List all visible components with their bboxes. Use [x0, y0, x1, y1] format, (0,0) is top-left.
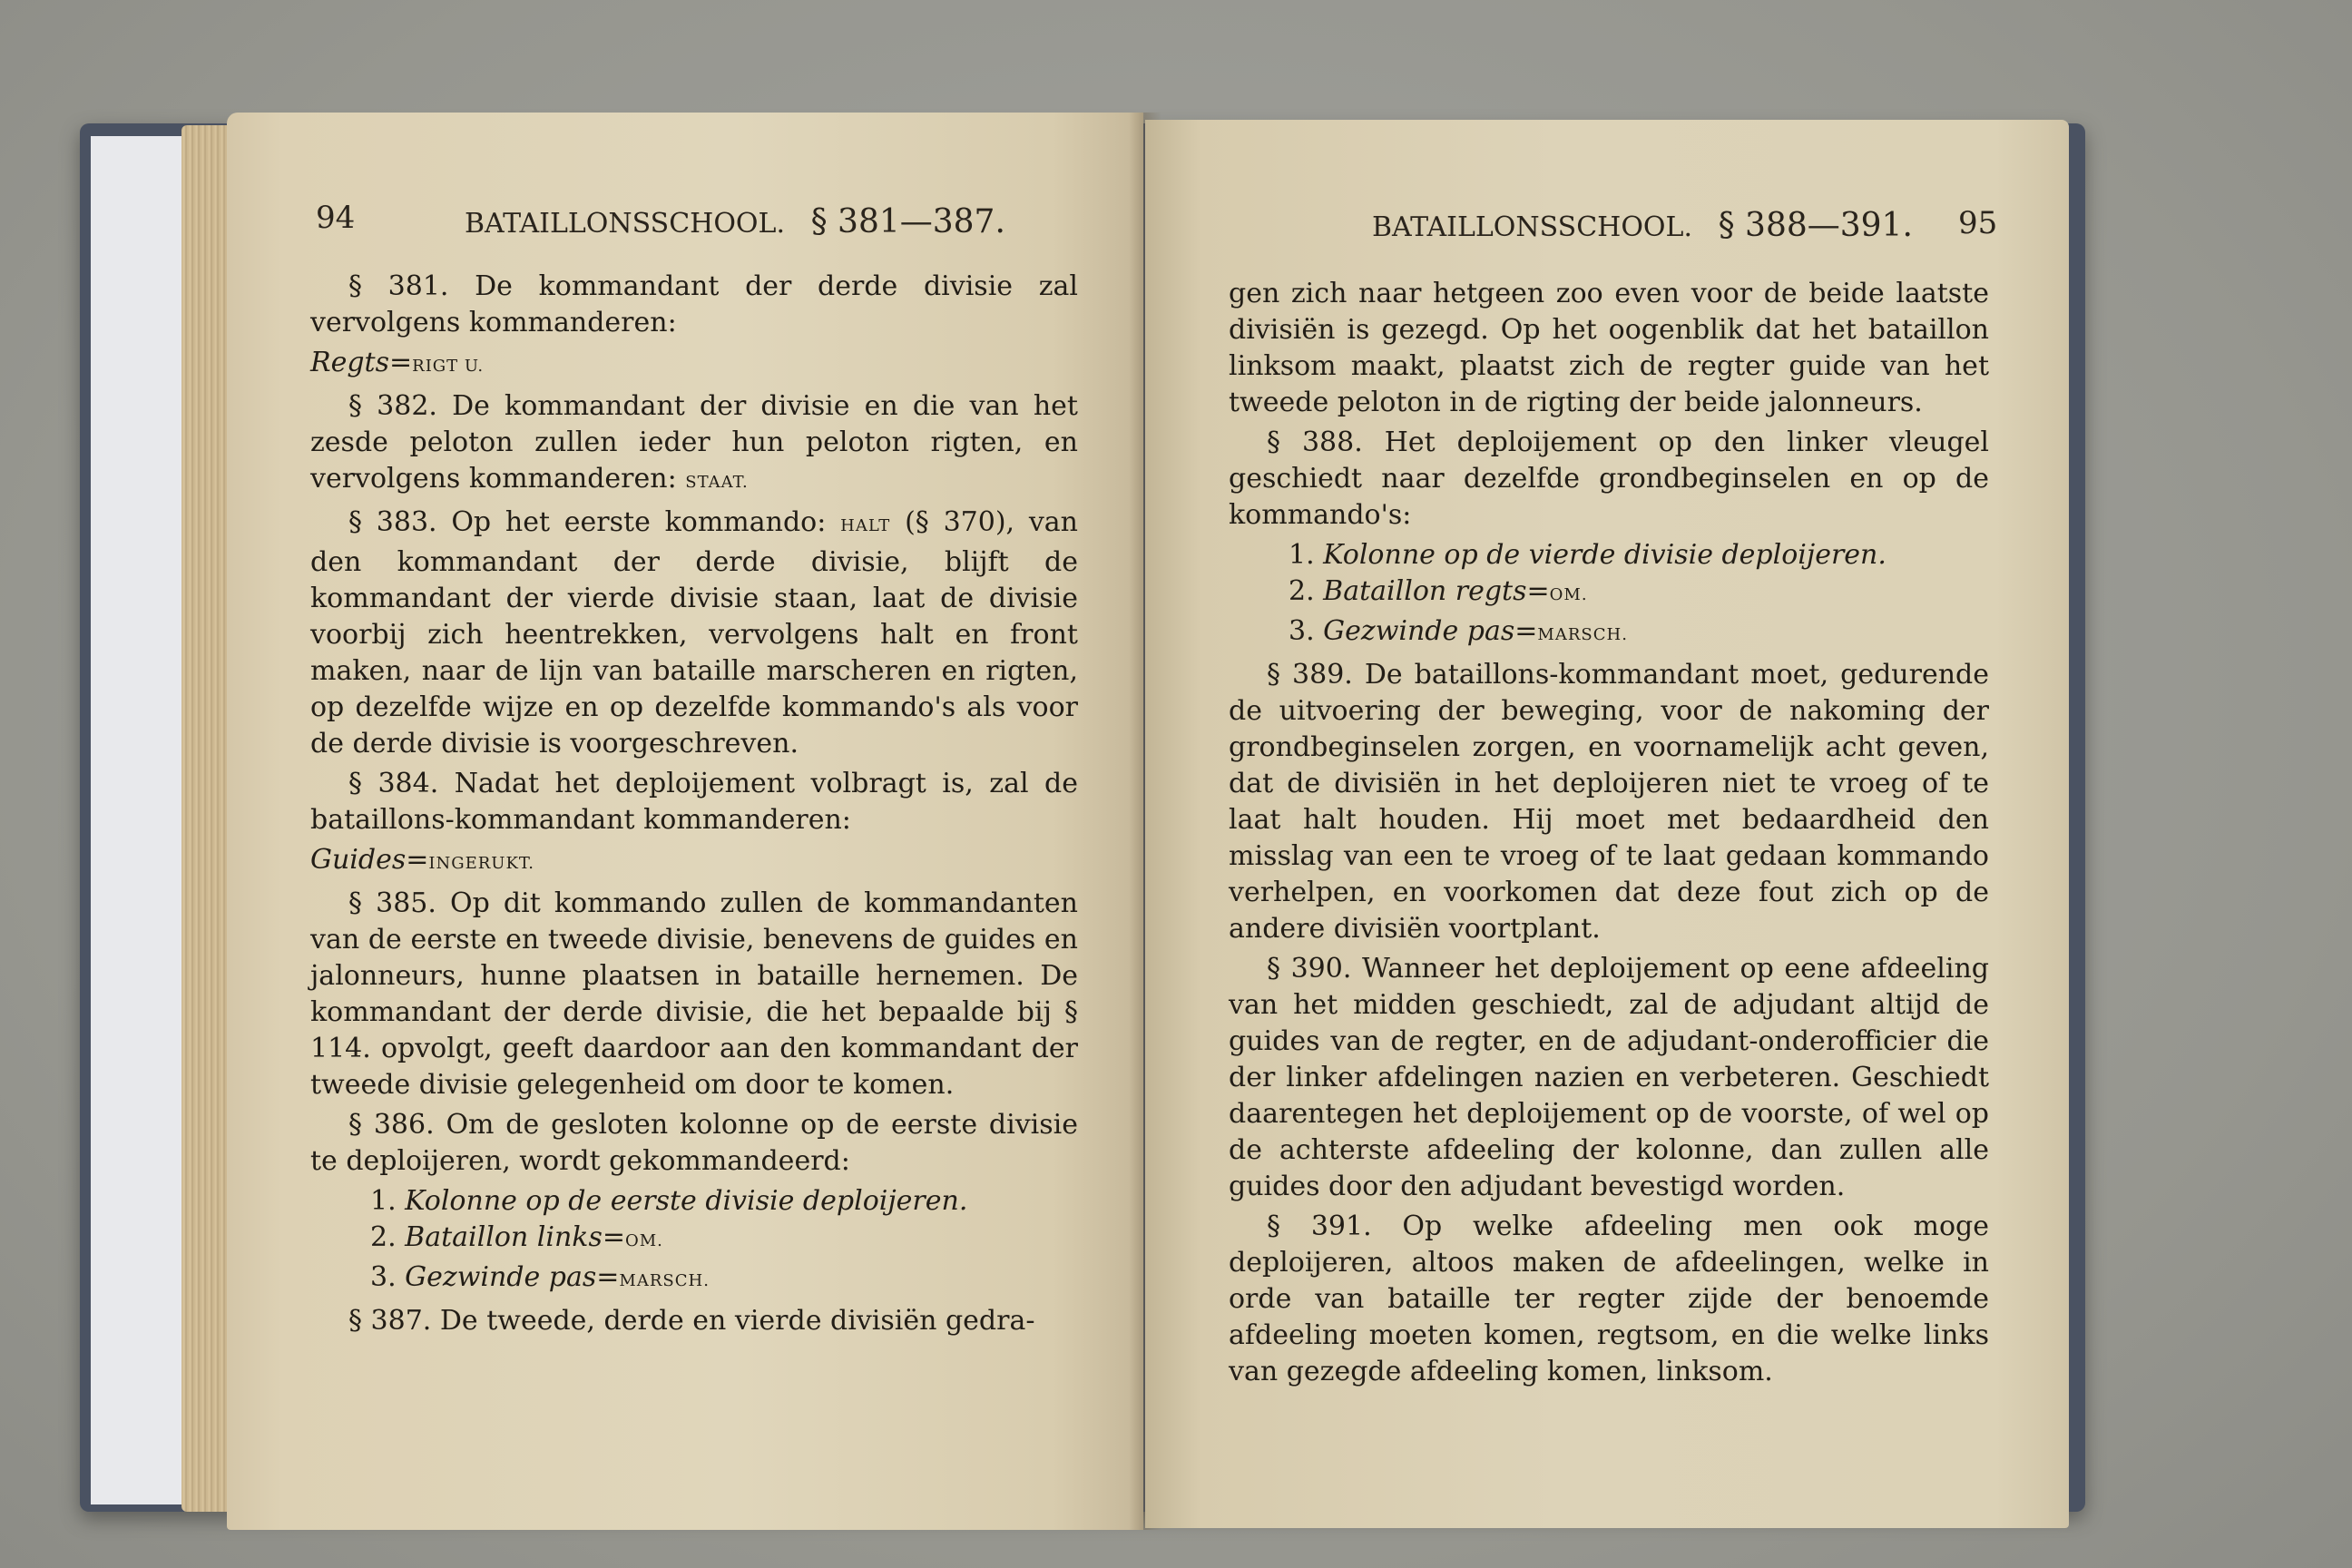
page-number-right: 95 [1958, 205, 1998, 241]
left-text-column [310, 269, 1078, 1343]
paragraph-383: § 383. Op het eerste kommando: HALT (§ 370), van den kommandant der derde divisie, blijft de kommandant der vierde divisie staan, laat de divisie voorbij zich heentrekken, vervolgens halt en front maken, naar de lijn van bataille marscheren en rigten, op dezelfde wijze en op dezelfde kommando's als voor de derde divisie is voorgeschreven. [310, 506, 1078, 760]
paragraph-389: § 389. De bataillons-kommandant moet, gedurende de uitvoering der beweging, voor de nakoming der grondbeginselen zorgen, en voornamelijk acht geven, dat de divisiën in het deploijeren niet te vroeg of te laat halt houden. Hij moet met bedaardheid den misslag van een te vroeg of te laat gedaan kommando verhelpen, en voorkomen dat deze fout zich op de andere divisiën voortplant. [1229, 659, 1989, 945]
endpaper [91, 136, 192, 1504]
command-381: Regts=RIGT U. [310, 347, 485, 378]
paragraph-387-cont: gen zich naar hetgeen zoo even voor de beide laatste divisiën is gezegd. Op het oogenblik dat het bataillon linksom maakt, plaatst zich de regter guide van het tweede peloton in de rigting der beide jalonneurs. [1229, 278, 1989, 418]
paragraph-385: § 385. Op dit kommando zullen de kommandanten van de eerste en tweede divisie, benevens de guides en jalonneurs, hunne plaatsen in bataille hernemen. De kommandant der derde divisie, die het bepaalde bij § 114. opvolgt, geeft daardoor aan den kommandant der tweede divisie gelegenheid om door te komen. [310, 887, 1078, 1101]
running-head-title: BATAILLONSSCHOOL. [465, 208, 785, 240]
page-number-left: 94 [316, 200, 356, 236]
list-item: 2. Bataillon regts=OM. [1289, 575, 1588, 607]
running-head-sections: § 381—387. [810, 203, 1005, 240]
paragraph-382: § 382. De kommandant der divisie en die van het zesde peloton zullen ieder hun peloton rigten, en vervolgens kommanderen: STAAT. [310, 390, 1078, 495]
running-head-left [465, 203, 1005, 240]
list-item: 2. Bataillon links=OM. [370, 1221, 663, 1253]
running-head-right [1372, 207, 1913, 244]
paragraph-386: § 386. Om de gesloten kolonne op de eerste divisie te deploijeren, wordt gekommandeerd: [310, 1109, 1078, 1177]
left-page [227, 113, 1143, 1530]
list-item: 3. Gezwinde pas=MARSCH. [1289, 615, 1628, 647]
running-head-sections: § 388—391. [1718, 207, 1913, 244]
paragraph-381: § 381. De kommandant der derde divisie zal vervolgens kommanderen: [310, 270, 1078, 338]
right-page [1145, 120, 2069, 1528]
paragraph-388: § 388. Het deploijement op den linker vleugel geschiedt naar dezelfde grondbeginselen en op de kommando's: [1229, 426, 1989, 531]
paragraph-387: § 387. De tweede, derde en vierde divisiën gedra- [348, 1305, 1035, 1337]
list-item: 1. Kolonne op de vierde divisie deploijeren. [1289, 539, 1886, 571]
paragraph-391: § 391. Op welke afdeeling men ook moge deploijeren, altoos maken de afdeelingen, welke in orde van bataille ter regter zijde der benoemde afdeeling moeten komen, regtsom, en die welke links van gezegde afdeeling komen, linksom. [1229, 1210, 1989, 1387]
paragraph-384: § 384. Nadat het deploijement volbragt is, zal de bataillons-kommandant kommanderen: [310, 768, 1078, 836]
running-head-title: BATAILLONSSCHOOL. [1372, 211, 1692, 243]
list-item: 3. Gezwinde pas=MARSCH. [370, 1261, 710, 1293]
command-384: Guides=INGERUKT. [310, 844, 535, 876]
command-list-386 [310, 1183, 1078, 1299]
paragraph-390: § 390. Wanneer het deploijement op eene afdeeling van het midden geschiedt, zal de adjudant altijd de guides van de regter, en de adjudant-onderofficier die der linker afdelingen nazien en verbeteren. Geschiedt daarentegen het deploijement op de voorste, of wel op de achterste afdeeling der kolonne, dan zullen alle guides door den adjudant bevestigd worden. [1229, 953, 1989, 1202]
command-list-388 [1229, 537, 1989, 653]
list-item: 1. Kolonne op de eerste divisie deploijeren. [370, 1185, 968, 1217]
right-text-column [1229, 276, 1989, 1394]
